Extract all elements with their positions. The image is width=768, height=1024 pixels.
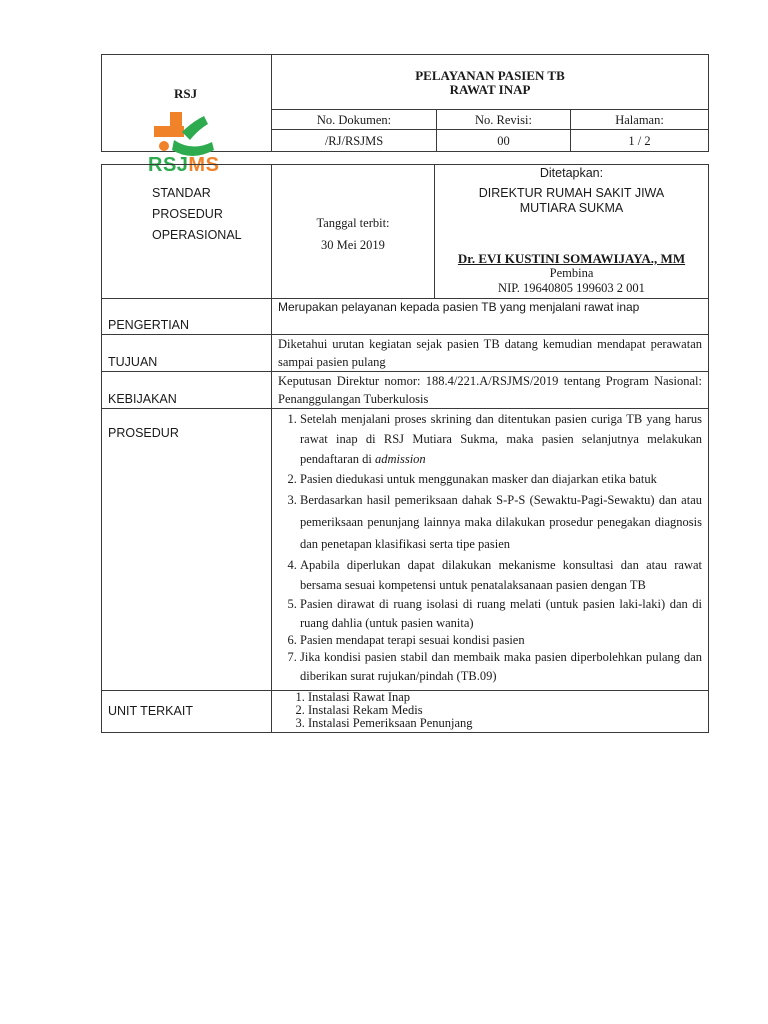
no-dokumen-label: No. Dokumen: <box>272 110 437 130</box>
unit-terkait-label: UNIT TERKAIT <box>102 691 272 733</box>
prosedur-step-6: 6. Pasien mendapat terapi sesuai kondisi pasien <box>300 633 702 648</box>
no-dokumen-value: /RJ/RSJMS <box>272 130 437 152</box>
no-revisi-value: 00 <box>437 130 571 152</box>
prosedur-step-5: 5. Pasien dirawat di ruang isolasi di ruang melati (untuk pasien laki-laki) dan di ruang dahlia (untuk pasien wanita) <box>300 595 702 633</box>
tujuan-text: Diketahui urutan kegiatan sejak pasien TB datang kemudian mendapat perawatan sampai pasien pulang <box>272 335 709 372</box>
pengertian-text: Merupakan pelayanan kepada pasien TB yang menjalani rawat inap <box>272 299 709 335</box>
halaman-value: 1 / 2 <box>571 130 709 152</box>
signer-rank: Pembina <box>549 266 594 280</box>
prosedur-step-3: 3. Berdasarkan hasil pemeriksaan dahak S-P-S (Sewaktu-Pagi-Sewaktu) dan atau pemeriksaan penunjang lainnya maka dilakukan prosedur penegakan diagnosis dan penetapan klasifikasi serta tipe pasien <box>300 489 702 555</box>
sop-title: STANDAR PROSEDUR OPERASIONAL <box>102 165 272 299</box>
prosedur-step-7: 7. Jika kondisi pasien stabil dan membaik maka pasien diperbolehkan pulang dan diberikan surat rujukan/pindah (TB.09) <box>300 648 702 686</box>
direktur-title: DIREKTUR RUMAH SAKIT JIWA <box>478 186 665 200</box>
unit-item: 1. Instalasi Rawat Inap <box>308 691 702 704</box>
ditetapkan-label: Ditetapkan: <box>539 166 604 180</box>
prosedur-step-2: 2. Pasien diedukasi untuk menggunakan masker dan diajarkan etika batuk <box>300 469 702 489</box>
prosedur-list <box>272 409 709 691</box>
no-revisi-label: No. Revisi: <box>437 110 571 130</box>
unit-item: 2. Instalasi Rekam Medis <box>308 704 702 717</box>
hospital-cross-logo-icon <box>152 112 228 158</box>
tujuan-label: TUJUAN <box>102 335 272 372</box>
logo-block <box>102 55 272 176</box>
pengertian-label: PENGERTIAN <box>102 299 272 335</box>
tanggal-terbit: Tanggal terbit: 30 Mei 2019 <box>272 165 435 299</box>
kebijakan-label: KEBIJAKAN <box>102 372 272 409</box>
unit-terkait-list <box>272 691 709 733</box>
prosedur-label: PROSEDUR <box>102 409 272 691</box>
halaman-label: Halaman: <box>571 110 709 130</box>
signer-name: Dr. EVI KUSTINI SOMAWIJAYA., MM <box>457 251 686 266</box>
kebijakan-text: Keputusan Direktur nomor: 188.4/221.A/RSJMS/2019 tentang Program Nasional: Penanggulangan Tuberkulosis <box>272 372 709 409</box>
prosedur-step-1: 1. Setelah menjalani proses skrining dan ditentukan pasien curiga TB yang harus rawat inap di RSJ Mutiara Sukma, maka pasien selanjutnya melakukan pendaftaran di admission <box>300 409 702 469</box>
unit-item: 3. Instalasi Pemeriksaan Penunjang <box>308 717 702 730</box>
org-label: RSJ <box>174 86 198 101</box>
ditetapkan-block: Ditetapkan: DIREKTUR RUMAH SAKIT JIWA MUTIARA SUKMA Dr. EVI KUSTINI SOMAWIJAYA., MM Pembina NIP. 19640805 199603 2 001 <box>435 165 709 299</box>
logo-wordmark: RSJMS <box>148 154 220 176</box>
document-title: PELAYANAN PASIEN TB RAWAT INAP <box>272 55 709 110</box>
sop-body <box>101 164 709 733</box>
prosedur-step-4: 4. Apabila diperlukan dapat dilakukan mekanisme konsultasi dan atau rawat bersama sesuai kompetensi untuk penatalaksanaan pasien dengan TB <box>300 555 702 595</box>
signer-nip: NIP. 19640805 199603 2 001 <box>498 281 645 295</box>
